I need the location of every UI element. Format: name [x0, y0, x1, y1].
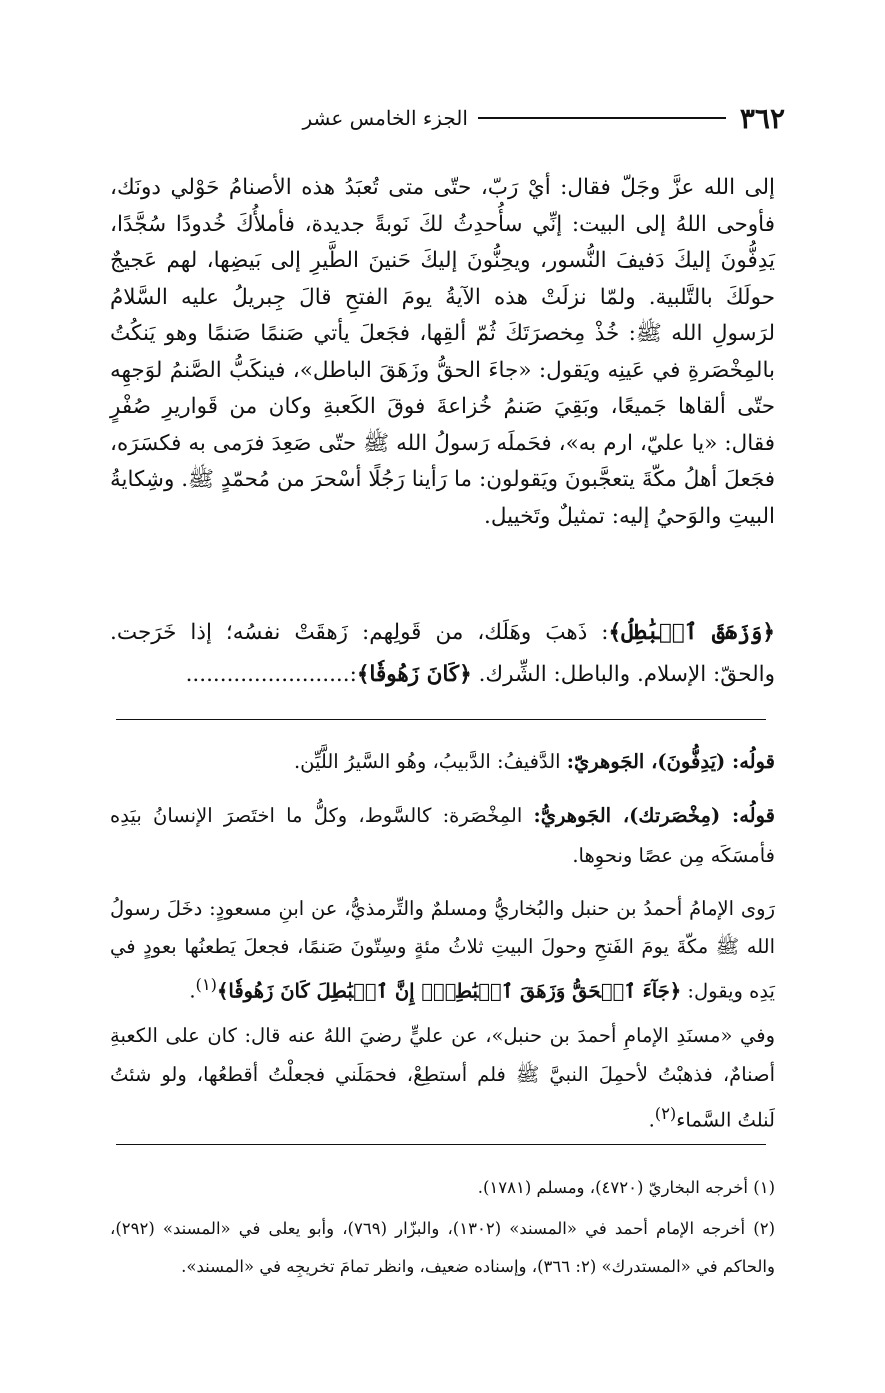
hadith-paragraph: وفي «مسنَدِ الإمامِ أحمدَ بن حنبل»، عن عليٍّ رضيَ اللهُ عنه قال: كان على الكعبةِ أصنامٌ، فذهبْتُ لأحمِلَ النبيَّ ﷺ فلم أستطِعْ، فحمَلَني فجعلْتُ أقطعُها، ولو شئتُ لَنلتُ السَّماء$^{(٢)}$.: [110, 1024, 775, 1132]
explanation-text: : ذَهبَ وهَلَك، من قَولِهم: زَهقَتْ نفسُه؛ إذا خَرَجت. والحقّ: الإسلام. والباطل: الشِّرك.: [110, 620, 775, 687]
explanation-paragraph: [110, 612, 775, 696]
dotted-leader: :........................: [185, 662, 357, 687]
hadith-text: رَوى الإمامُ أحمدُ بن حنبل والبُخاريُّ ومسلمٌ والتِّرمذيُّ، عن ابنِ مسعودٍ: دخَلَ رسولُ الله ﷺ مكّةَ يومَ الفَتحِ وحولَ البيتِ ثلاثُ مئةٍ وسِتّونَ صَنمًا، فجعلَ يَطعنُها بعودٍ في يَدِه ويقول:: [110, 897, 775, 1003]
hadith-text: وفي «مسنَدِ الإمامِ أحمدَ بن حنبل»، عن عليٍّ رضيَ اللهُ عنه قال: كان على الكعبةِ أصنامٌ، فذهبْتُ لأحمِلَ النبيَّ ﷺ فلم أستطِعْ، فحمَلَني فجعلْتُ أقطعُها، ولو شئتُ لَنلتُ السَّماء: [110, 1024, 775, 1132]
header-rule: [478, 117, 726, 119]
commentary-label: قولُه: (يَدِفُّونَ)، الجَوهريّ:: [566, 750, 775, 773]
commentary-text: الدَّفيفُ: الدَّبيبُ، وهُو السَّيرُ اللَّيِّن.: [293, 750, 561, 773]
footnote: (٢) أخرجه الإمام أحمد في «المسند» (١٣٠٢)، والبزّار (٧٦٩)، وأبو يعلى في «المسند» (٢٩٢)، والحاكم في «المستدرك» (٢: ٣٦٦)، وإسناده ضعيف، وانظر تمامَ تخريجِه في «المسند».: [110, 1219, 775, 1276]
footnote-rule: [116, 1144, 766, 1145]
hadith-paragraph: رَوى الإمامُ أحمدُ بن حنبل والبُخاريُّ ومسلمٌ والتِّرمذيُّ، عن ابنِ مسعودٍ: دخَلَ رسولُ الله ﷺ مكّةَ يومَ الفَتحِ وحولَ البيتِ ثلاثُ مئةٍ وسِتّونَ صَنمًا، فجعلَ يَطعنُها بعودٍ في يَدِه ويقول: ﴿جَآءَ ٱلۡحَقُّ وَزَهَقَ ٱلۡبَٰطِلُۚ إِنَّ ٱلۡبَٰطِلَ كَانَ زَهُوقٗا﴾$^{(١)}$.: [110, 897, 775, 1003]
section-divider: [116, 719, 766, 720]
footnote: (١) أخرجه البخاريّ (٤٧٢٠)، ومسلم (١٧٨١).: [477, 1178, 775, 1197]
footnote-ref[interactable]: (٢): [654, 1104, 677, 1123]
quran-quote: ﴿وَزَهَقَ ٱلۡبَٰطِلُ﴾: [608, 620, 775, 645]
commentary-entry: [110, 796, 775, 876]
quran-quote: ﴿كَانَ زَهُوقٗا﴾: [356, 662, 472, 687]
part-title: الجزء الخامس عشر: [302, 106, 468, 130]
footnote-ref[interactable]: (١): [195, 975, 217, 994]
commentary-entry: [110, 742, 775, 782]
commentary-label: قولُه: (مِخْصَرتك)، الجَوهريُّ:: [533, 804, 775, 827]
main-paragraph: إلى الله عزَّ وجَلّ فقال: أيْ رَبّ، حتّى متى تُعبَدُ هذه الأصنامُ حَوْلي دونَك، فأوحى اللهُ إلى البيت: إنِّي سأُحدِثُ لكَ نَوبةً جديدة، فأملأُكَ خُدودًا سُجَّدًا، يَدِفُّونَ إليكَ دَفيفَ النُّسور، ويحِنُّونَ إليكَ حَنينَ الطَّيرِ إلى بَيضِها، لهم عَجيجٌ حولَكَ بالتَّلبية. ولمّا نزلَتْ هذه الآيةُ يومَ الفتحِ قالَ جِبريلُ عليه السَّلامُ لرَسولِ الله ﷺ: خُذْ مِخصرَتَكَ ثُمّ ألقِها، فجَعلَ يأتي صَنمًا صَنمًا وهو يَنكُتُ بالمِخْصَرةِ في عَينِه ويَقول: «جاءَ الحقُّ وزَهَقَ الباطل»، فينكَبُّ الصَّنمُ لوَجهِه حتّى ألقاها جَميعًا، وبَقِيَ صَنمُ خُزاعةَ فوقَ الكَعبةِ وكان من قَواريرِ صُفْرٍ فقال: «يا عليّ، ارم به»، فحَملَه رَسولُ الله ﷺ حتّى صَعِدَ فرَمى به فكسَرَه، فجَعلَ أهلُ مكّةَ يتعجَّبونَ ويَقولون: ما رَأينا رَجُلًا أسْحرَ من مُحمّدٍ ﷺ. وشِكايةُ البيتِ والوَحيُ إليه: تمثيلٌ وتَخييل.: [110, 175, 775, 529]
quran-quote: ﴿جَآءَ ٱلۡحَقُّ وَزَهَقَ ٱلۡبَٰطِلُۚ إِنَّ ٱلۡبَٰطِلَ كَانَ زَهُوقٗا﴾: [216, 979, 682, 1003]
running-header: [100, 98, 785, 138]
commentary-text: المِخْصَرة: كالسَّوط، وكلُّ ما اختَصرَ الإنسانُ بيَدِه فأمسَكَه مِن عصًا ونحوِها.: [110, 804, 775, 867]
page-number: ٣٦٢: [739, 101, 785, 135]
